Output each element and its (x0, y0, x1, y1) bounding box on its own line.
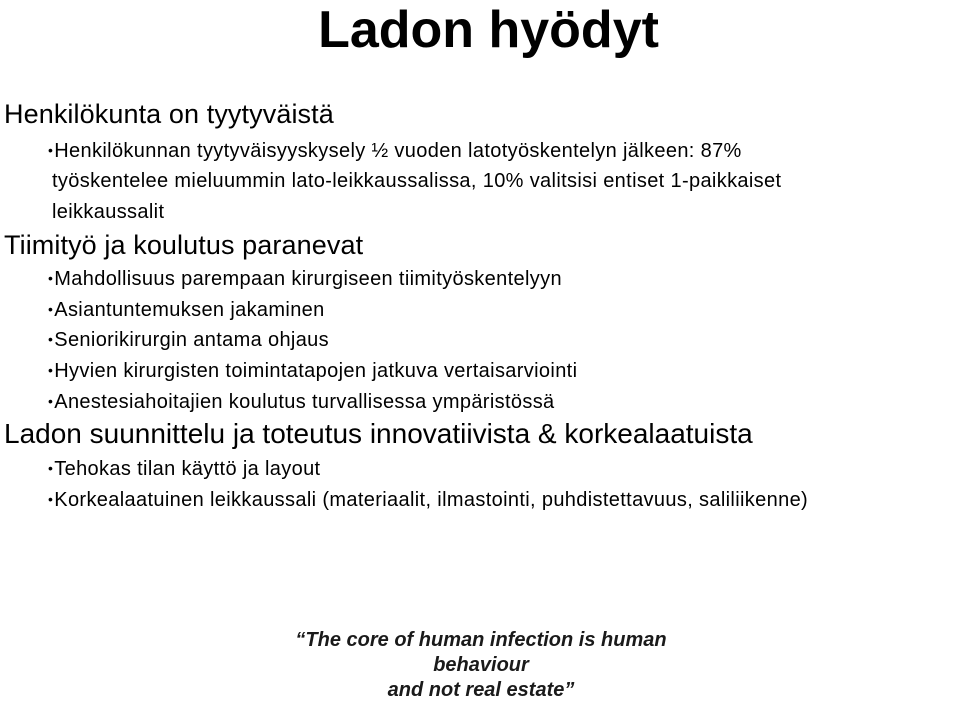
bullet-text: Hyvien kirurgisten toimintatapojen jatkuva vertaisarviointi (54, 360, 578, 382)
bullet-dot: • (48, 460, 54, 476)
bullet-dot: • (48, 270, 54, 286)
bullet-dot: • (48, 362, 54, 378)
bullet-text: Korkealaatuinen leikkaussali (materiaalit, ilmastointi, puhdistettavuus, saliliikenne) (54, 489, 809, 511)
bullet-dot: • (48, 331, 54, 347)
bullet-item (48, 138, 742, 163)
quote-line-1: “The core of human infection is human behaviour (295, 629, 667, 676)
section-heading-teamwork: Tiimityö ja koulutus paranevat (4, 230, 364, 260)
quote-line-2: and not real estate” (387, 679, 575, 701)
bullet-item (48, 456, 320, 481)
bullet-item (48, 389, 555, 414)
bullet-dot: • (48, 393, 54, 409)
bullet-continuation: leikkaussalit (52, 201, 165, 223)
bullet-text: Mahdollisuus parempaan kirurgiseen tiimityöskentelyyn (54, 268, 562, 290)
bullet-item (48, 266, 562, 291)
bullet-text: Seniorikirurgin antama ohjaus (54, 329, 330, 351)
bullet-dot: • (48, 142, 54, 158)
bullet-item (48, 487, 808, 512)
bullet-text: Tehokas tilan käyttö ja layout (54, 458, 321, 480)
bullet-item (48, 358, 577, 383)
bullet-text: Henkilökunnan tyytyväisyyskysely ½ vuoden latotyöskentelyn jälkeen: 87% (54, 140, 742, 162)
bullet-dot: • (48, 491, 54, 507)
bullet-item (48, 327, 329, 352)
bullet-text: Anestesiahoitajien koulutus turvallisessa ympäristössä (54, 391, 555, 413)
slide-title: Ladon hyödyt (318, 1, 659, 59)
closing-quote (246, 628, 716, 703)
section-heading-staff: Henkilökunta on tyytyväistä (4, 99, 334, 129)
section-heading-design: Ladon suunnittelu ja toteutus innovatiivista & korkealaatuista (4, 418, 753, 449)
bullet-item (48, 297, 325, 322)
bullet-continuation: työskentelee mieluummin lato-leikkaussalissa, 10% valitsisi entiset 1-paikkaiset (52, 170, 782, 192)
bullet-text: Asiantuntemuksen jakaminen (54, 299, 325, 321)
bullet-dot: • (48, 301, 54, 317)
